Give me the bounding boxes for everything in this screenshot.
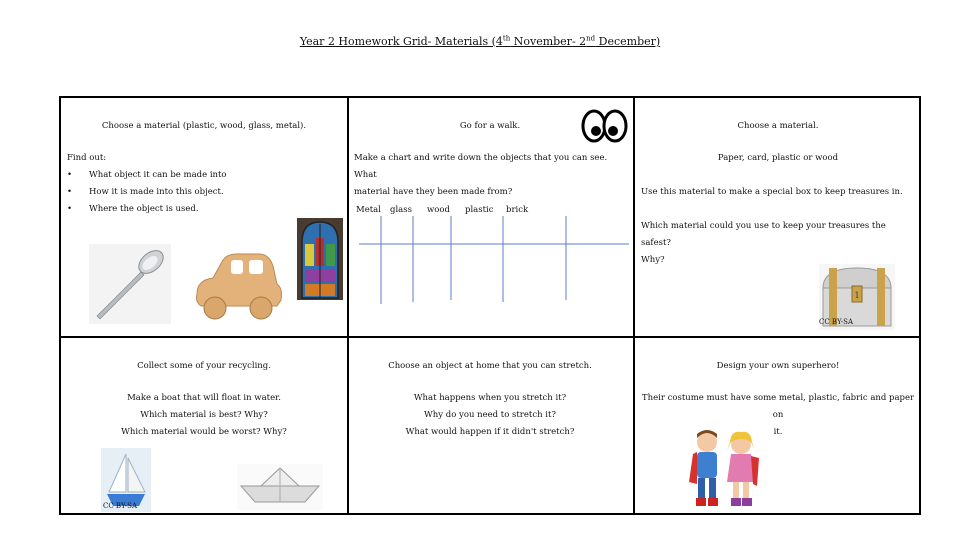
c5-heading: Choose an object at home that you can stretch.: [388, 361, 592, 371]
c5-line3: What would happen if it didn't stretch?: [405, 427, 575, 437]
c3-body: [641, 184, 917, 269]
spoon-image: [89, 244, 171, 324]
c3-line4: Why?: [641, 255, 665, 265]
homework-grid: [59, 96, 921, 515]
title-sup2: nd: [586, 34, 596, 42]
stained-glass-image: [297, 218, 343, 300]
c1-bullet-1: • What object it can be made into: [67, 167, 337, 184]
title-part2: November- 2: [510, 34, 587, 48]
c1-heading: Choose a material (plastic, wood, glass, metal).: [101, 121, 307, 131]
c1-bullet-2: • How it is made into this object.: [67, 184, 337, 201]
c6-line2: it.: [773, 427, 783, 437]
c2-col-plastic: plastic: [465, 205, 494, 215]
c3-heading: Choose a material.: [737, 121, 819, 131]
c4-line2: Which material is best? Why?: [140, 410, 268, 420]
superhero-kids-image: [687, 428, 763, 512]
c1-bullets: [67, 167, 337, 218]
chest-caption: CC BY-SA: [819, 318, 854, 326]
c2-col-wood: wood: [427, 205, 450, 215]
c3-line2: Use this material to make a special box to keep treasures in.: [641, 187, 903, 197]
c6-body: [641, 390, 915, 441]
c4-line3: Which material would be worst? Why?: [121, 427, 287, 437]
c2-col-glass: glass: [390, 205, 412, 215]
c2-body: [354, 150, 630, 201]
boat-photo-caption: CC BY-SA: [103, 502, 138, 510]
c2-line1: Make a chart and write down the objects that you can see. What: [354, 153, 608, 180]
title-sup1: th: [502, 34, 511, 42]
c2-heading: Go for a walk.: [459, 121, 521, 131]
paper-boat-image: [237, 464, 323, 510]
c5-body: [347, 390, 633, 441]
c4-line1: Make a boat that will float in water.: [127, 393, 281, 403]
grid-divider-v1: [347, 98, 349, 513]
c2-line2: material have they been made from?: [354, 187, 513, 197]
c5-line1: What happens when you stretch it?: [413, 393, 567, 403]
page-title: [0, 34, 960, 48]
wooden-car-image: [189, 250, 285, 322]
c2-col-brick: brick: [506, 205, 529, 215]
c2-col-metal: Metal: [356, 205, 381, 215]
grid-divider-h: [61, 336, 919, 338]
title-part1: Year 2 Homework Grid- Materials (4: [299, 34, 503, 48]
title-part3: December): [595, 34, 661, 48]
eyes-icon: [579, 104, 629, 146]
c3-line1: Paper, card, plastic or wood: [717, 153, 839, 163]
c6-line1: Their costume must have some metal, plastic, fabric and paper on: [641, 393, 915, 420]
c5-line2: Why do you need to stretch it?: [424, 410, 556, 420]
c6-heading: Design your own superhero!: [716, 361, 840, 371]
c4-body: [61, 390, 347, 441]
walk-chart-lines: [351, 216, 633, 306]
c1-body: [67, 150, 337, 218]
c3-line3: Which material could you use to keep your treasures the safest?: [641, 221, 886, 248]
c4-heading: Collect some of your recycling.: [137, 361, 271, 371]
svg-text:1: 1: [854, 291, 860, 300]
c1-bullet-3: • Where the object is used.: [67, 201, 337, 218]
c1-find-out: Find out:: [67, 153, 107, 163]
